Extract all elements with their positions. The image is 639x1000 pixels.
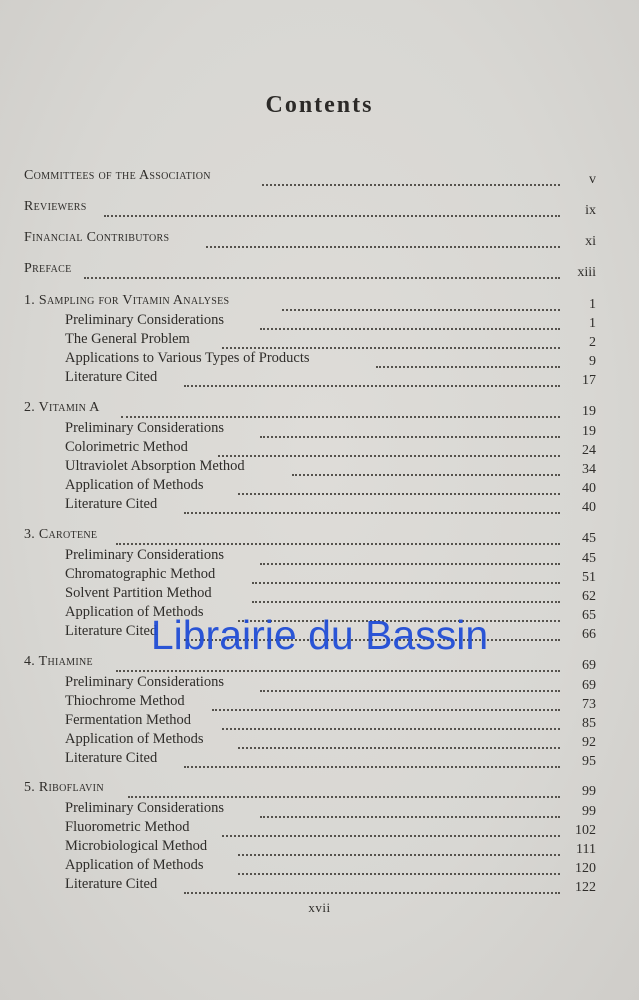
toc-subentry [24, 874, 596, 896]
toc-entry-page: 34 [582, 462, 596, 477]
toc-entry-label: Microbiological Method [65, 838, 208, 854]
toc-entry-page: 73 [582, 697, 596, 712]
toc-chapter-2 [24, 398, 596, 420]
leader-dots [238, 729, 560, 749]
toc-entry-label: Financial Contributors [24, 230, 170, 245]
toc-entry-page: 95 [582, 754, 596, 769]
toc-entry-page: 85 [582, 716, 596, 731]
toc-entry-page: 111 [576, 842, 596, 857]
toc-entry-page: 45 [582, 551, 596, 566]
toc-entry-page: 102 [575, 823, 596, 838]
toc-chapter-label: 2. Vitamin A [24, 400, 100, 415]
toc-entry-page: 24 [582, 443, 596, 458]
toc-entry-page: xiii [577, 265, 596, 280]
toc-entry-page: 99 [582, 784, 596, 799]
toc-entry-label: Application of Methods [65, 731, 204, 747]
leader-dots [184, 874, 560, 894]
toc-entry-label: Reviewers [24, 199, 87, 214]
toc-subentry [24, 367, 596, 389]
leader-dots [376, 348, 560, 368]
leader-dots [260, 672, 560, 692]
toc-entry-label: Literature Cited [65, 623, 158, 639]
leader-dots [282, 291, 560, 311]
leader-dots [116, 525, 560, 545]
leader-dots [252, 583, 560, 603]
leader-dots [260, 418, 560, 438]
toc-entry-page: 9 [589, 354, 596, 369]
toc-entry-page: 19 [582, 404, 596, 419]
toc-entry-page: 17 [582, 373, 596, 388]
toc-subentry [24, 494, 596, 516]
toc-entry-label: Fluorometric Method [65, 819, 190, 835]
toc-entry-label: Literature Cited [65, 750, 158, 766]
toc-entry-page: 19 [582, 424, 596, 439]
toc-entry-page: 1 [589, 316, 596, 331]
leader-dots [212, 691, 560, 711]
toc-chapter-5 [24, 778, 596, 800]
leader-dots [128, 778, 560, 798]
toc-entry-label: Preliminary Considerations [65, 420, 225, 436]
leader-dots [260, 545, 560, 565]
leader-dots [184, 494, 560, 514]
watermark: Librairie du Bassin [150, 612, 489, 658]
toc-entry-page: ix [585, 203, 596, 218]
toc-entry-label: Preface [24, 261, 72, 276]
toc-entry-label: Preliminary Considerations [65, 547, 225, 563]
toc-entry-label: The General Problem [65, 331, 190, 347]
toc-entry-label: Literature Cited [65, 369, 158, 385]
toc-entry-label: Thiochrome Method [65, 693, 185, 709]
toc-entry-page: 66 [582, 627, 596, 642]
toc-entry-label: Chromatographic Method [65, 566, 216, 582]
leader-dots [260, 798, 560, 818]
toc-entry-page: 45 [582, 531, 596, 546]
toc-entry-page: 69 [582, 678, 596, 693]
toc-entry-page: 69 [582, 658, 596, 673]
toc-entry-label: Application of Methods [65, 477, 204, 493]
toc-entry-label: Solvent Partition Method [65, 585, 212, 601]
toc-entry-page: 1 [589, 297, 596, 312]
leader-dots [222, 710, 560, 730]
toc-entry-page: 40 [582, 481, 596, 496]
toc-entry-label: Ultraviolet Absorption Method [65, 458, 245, 474]
toc-entry-committees [24, 166, 596, 188]
page-folio: xvii [308, 900, 331, 915]
toc-entry-label: Committees of the Association [24, 168, 211, 183]
toc-entry-page: 92 [582, 735, 596, 750]
toc-entry-label: Colorimetric Method [65, 439, 188, 455]
leader-dots [184, 748, 560, 768]
toc-entry-label: Preliminary Considerations [65, 674, 225, 690]
toc-entry-financial-contributors [24, 228, 596, 250]
leader-dots [184, 367, 560, 387]
toc-chapter-label: 1. Sampling for Vitamin Analyses [24, 293, 230, 308]
toc-entry-page: xi [585, 234, 596, 249]
toc-entry-page: 51 [582, 570, 596, 585]
leader-dots [238, 836, 560, 856]
leader-dots [292, 456, 560, 476]
toc-entry-page: 120 [575, 861, 596, 876]
toc-entry-page: 40 [582, 500, 596, 515]
toc-entry-page: 65 [582, 608, 596, 623]
toc-entry-preface [24, 259, 596, 281]
toc-entry-label: Applications to Various Types of Products [65, 350, 310, 366]
toc-entry-page: 99 [582, 804, 596, 819]
toc-chapter-label: 5. Riboflavin [24, 780, 104, 795]
toc-subentry [24, 748, 596, 770]
toc-entry-reviewers [24, 197, 596, 219]
leader-dots [84, 259, 560, 279]
leader-dots [252, 564, 560, 584]
leader-dots [104, 197, 560, 217]
toc-chapter-label: 4. Thiamine [24, 654, 93, 669]
toc-entry-label: Application of Methods [65, 857, 204, 873]
toc-entry-page: 62 [582, 589, 596, 604]
leader-dots [262, 166, 560, 186]
toc-entry-page: 122 [575, 880, 596, 895]
leader-dots [222, 817, 560, 837]
toc-entry-page: v [589, 172, 596, 187]
toc-entry-label: Application of Methods [65, 604, 204, 620]
leader-dots [121, 398, 560, 418]
leader-dots [238, 855, 560, 875]
toc-entry-page: 2 [589, 335, 596, 350]
toc-entry-label: Literature Cited [65, 876, 158, 892]
leader-dots [260, 310, 560, 330]
toc-entry-label: Preliminary Considerations [65, 312, 225, 328]
leader-dots [206, 228, 560, 248]
toc-entry-label: Fermentation Method [65, 712, 192, 728]
leader-dots [238, 475, 560, 495]
toc-entry-label: Literature Cited [65, 496, 158, 512]
toc-entry-label: Preliminary Considerations [65, 800, 225, 816]
leader-dots [222, 329, 560, 349]
page-title: Contents [265, 92, 374, 118]
leader-dots [218, 437, 560, 457]
toc-chapter-3 [24, 525, 596, 547]
toc-chapter-label: 3. Carotene [24, 527, 98, 542]
